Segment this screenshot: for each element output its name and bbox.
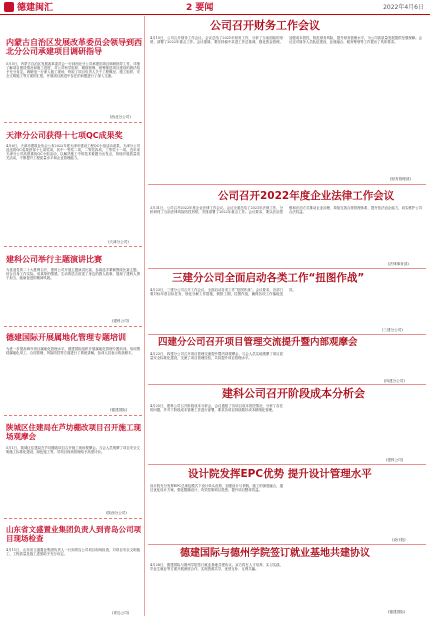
brand-logo-icon <box>4 2 14 12</box>
article-signature: (德建国际) <box>388 610 406 614</box>
article-body: 4月6日，天津市建筑业协会公布2022年度天津市建设工程QC小组活动成果，天津分公司选送的QC成果获得十七项奖项，其中一等奖二项、二等奖四项、三等奖十一项。近年来天津分公司高度重视QC小组活动，以解决施工中的技术难题为出发点，持续开展质量攻关活动，不断提升工程质量水平和企业管理能力。 <box>6 144 140 161</box>
article-title: 山东省文盛置业集团负责人到青岛公司项目现场检查 <box>6 525 141 543</box>
article-title: 四建分公司召开项目管理交流提升暨内部观摩会 <box>158 337 358 348</box>
article-title: 德建国际与德州学院签订就业基地共建协议 <box>180 548 370 559</box>
article-body: 4月25日，建科公司召开阶段成本分析会，会议通报了各项目成本管控情况，分析了存在的问题，并对下阶段成本管理工作进行部署，要求各项目持续做好成本精细化管理。 <box>150 404 283 413</box>
section-divider <box>148 268 426 269</box>
article-title: 设计院发挥EPC优势 提升设计管理水平 <box>188 468 372 480</box>
article-signature: (法律事务部) <box>388 262 409 266</box>
article-signature: (德建国际) <box>110 408 128 412</box>
column-divider <box>144 16 145 616</box>
section-divider <box>4 246 142 247</box>
article-body: 5月5日，内蒙古自治区发展改革委员会一行到西北分公司承建的项目调研指导工作，详细了解项目建设情况和施工进度，对公司科学组织、精细管理、统筹推进项目建设的做法给予充分肯定。调研组一行深入施工现场，听取了项目负责人关于工程概况、施工组织、安全文明施工等方面的汇报，并就项目推进中存在的问题进行了深入交流。 <box>6 62 140 79</box>
section-divider <box>4 518 142 519</box>
article-title: 建科公司召开阶段成本分析会 <box>222 387 365 400</box>
article-signature: (建科公司) <box>112 319 130 323</box>
article-signature: (西北分公司) <box>110 115 131 119</box>
article-signature: (设计院) <box>392 538 406 542</box>
article-title: 公司召开财务工作会议 <box>210 19 320 32</box>
article-title: 德建国际开展属地化管理专题培训 <box>6 333 126 342</box>
article-signature: (青岛公司) <box>112 611 130 615</box>
article-title: 三建分公司全面启动各类工作“扭图作战” <box>172 272 365 284</box>
section-divider <box>4 415 142 416</box>
article-body: 4月28日，德建国际与德州学院签订就业基地共建协议。双方将在人才培养、实习实践、毕业生就业等方面开展深度合作，实现资源共享、优势互补、互利共赢。 <box>150 563 283 572</box>
section-divider <box>148 184 426 185</box>
article-signature: (陕西分公司) <box>106 511 127 515</box>
article-body: 4月15日，公司召开财务工作会议。会议总结了2021年财务工作，分析了当前面临的形势，部署了2022年重点工作。会议强调，要坚持稳中求进工作总基调，强化资金管理，加强成本管控，防范财务风险，提升财务管理水平，为公司高质量发展提供坚强保障。会议还对财务人员队伍建设、业财融合、税务筹划等工作提出了具体要求。 <box>150 36 422 45</box>
section-divider <box>4 326 142 327</box>
article-body: 5月1日，陕城区住建局在芦坊棚改项目召开施工现场观摩会。与会人员观摩了项目安全文明施工标准化建设、绿色施工等，对项目现场管理给予高度评价。 <box>6 446 140 455</box>
article-signature: (天津分公司) <box>108 240 129 244</box>
issue-date: 2022年4月6日 <box>383 4 424 11</box>
article-body: 设计院充分发挥EPC总承包模式下设计牵头优势，加强设计与采购、施工的深度融合，通过优化设计方案、强化限额设计，有效控制项目投资，提升项目整体效益。 <box>150 484 283 493</box>
section-divider <box>4 122 142 123</box>
section-divider <box>148 544 426 545</box>
article-body: 为进一步提高海外项目属地化管理水平，德建国际组织开展属地化管理专题培训。培训围绕属地化用工、合同管理、风险防控等方面进行了系统讲解，参训人员表示收获颇丰。 <box>6 347 140 356</box>
section-divider <box>148 464 426 465</box>
article-signature: (建科公司) <box>386 458 404 462</box>
article-body: 3月31日，公司召开2022年度企业法律工作会议。会议全面总结了2021年法律工作，分析研判了当前法律风险防控形势，安排部署了2022年重点工作。会议要求，要以法治思维和法治方式推动企业治理，持续完善合规管理体系，提升依法治企能力，切实维护公司合法权益。 <box>150 206 422 215</box>
section-divider <box>148 384 426 385</box>
page-header <box>0 0 430 15</box>
brand-name: 德建闽汇 <box>17 3 54 13</box>
article-body: 4月23日，三建分公司召开工作会议，全面启动各类工作“扭图作战”。会议要求，各部门要对标年度目标任务，细化分解工作措施，倒排工期，挂图作战，确保各项工作落地见效。 <box>150 288 296 297</box>
article-body: 为喜迎党的二十大胜利召开，建科公司开展主题演讲比赛，参赛选手紧紧围绕比赛主题，结合自身工作实际，用真挚的情感、生动的语言讲述了身边的感人故事，展现了建科人勇于担当、砥砺奋进的精神风貌。 <box>6 268 140 281</box>
article-title: 建科公司举行主题演讲比赛 <box>6 255 102 264</box>
page-number: 2 要闻 <box>186 3 214 13</box>
article-title: 陕城区住建局在芦坊棚改项目召开施工现场观摩会 <box>6 423 141 441</box>
article-title: 天津分公司获得十七项QC成果奖 <box>6 131 123 140</box>
article-title: 公司召开2022年度企业法律工作会议 <box>218 190 395 202</box>
section-divider <box>148 334 426 335</box>
article-signature: (财务管理部) <box>390 177 411 181</box>
article-body: 4月23日，四建分公司召开项目管理交流提升暨内部观摩会，与会人员实地观摩了项目质量安全标准化建设，交流了项目管理经验，共同提升项目管理水平。 <box>150 352 283 361</box>
article-signature: (四建分公司) <box>384 379 405 383</box>
article-body: 4月11日，山东省文盛置业集团负责人一行到青岛公司项目现场检查，对项目安全文明施工、工程质量及施工进度给予充分肯定。 <box>6 548 140 557</box>
article-title: 内蒙古自治区发展改革委员会领导到西北分公司承建项目调研指导 <box>6 38 142 57</box>
article-signature: (三建分公司) <box>382 328 403 332</box>
